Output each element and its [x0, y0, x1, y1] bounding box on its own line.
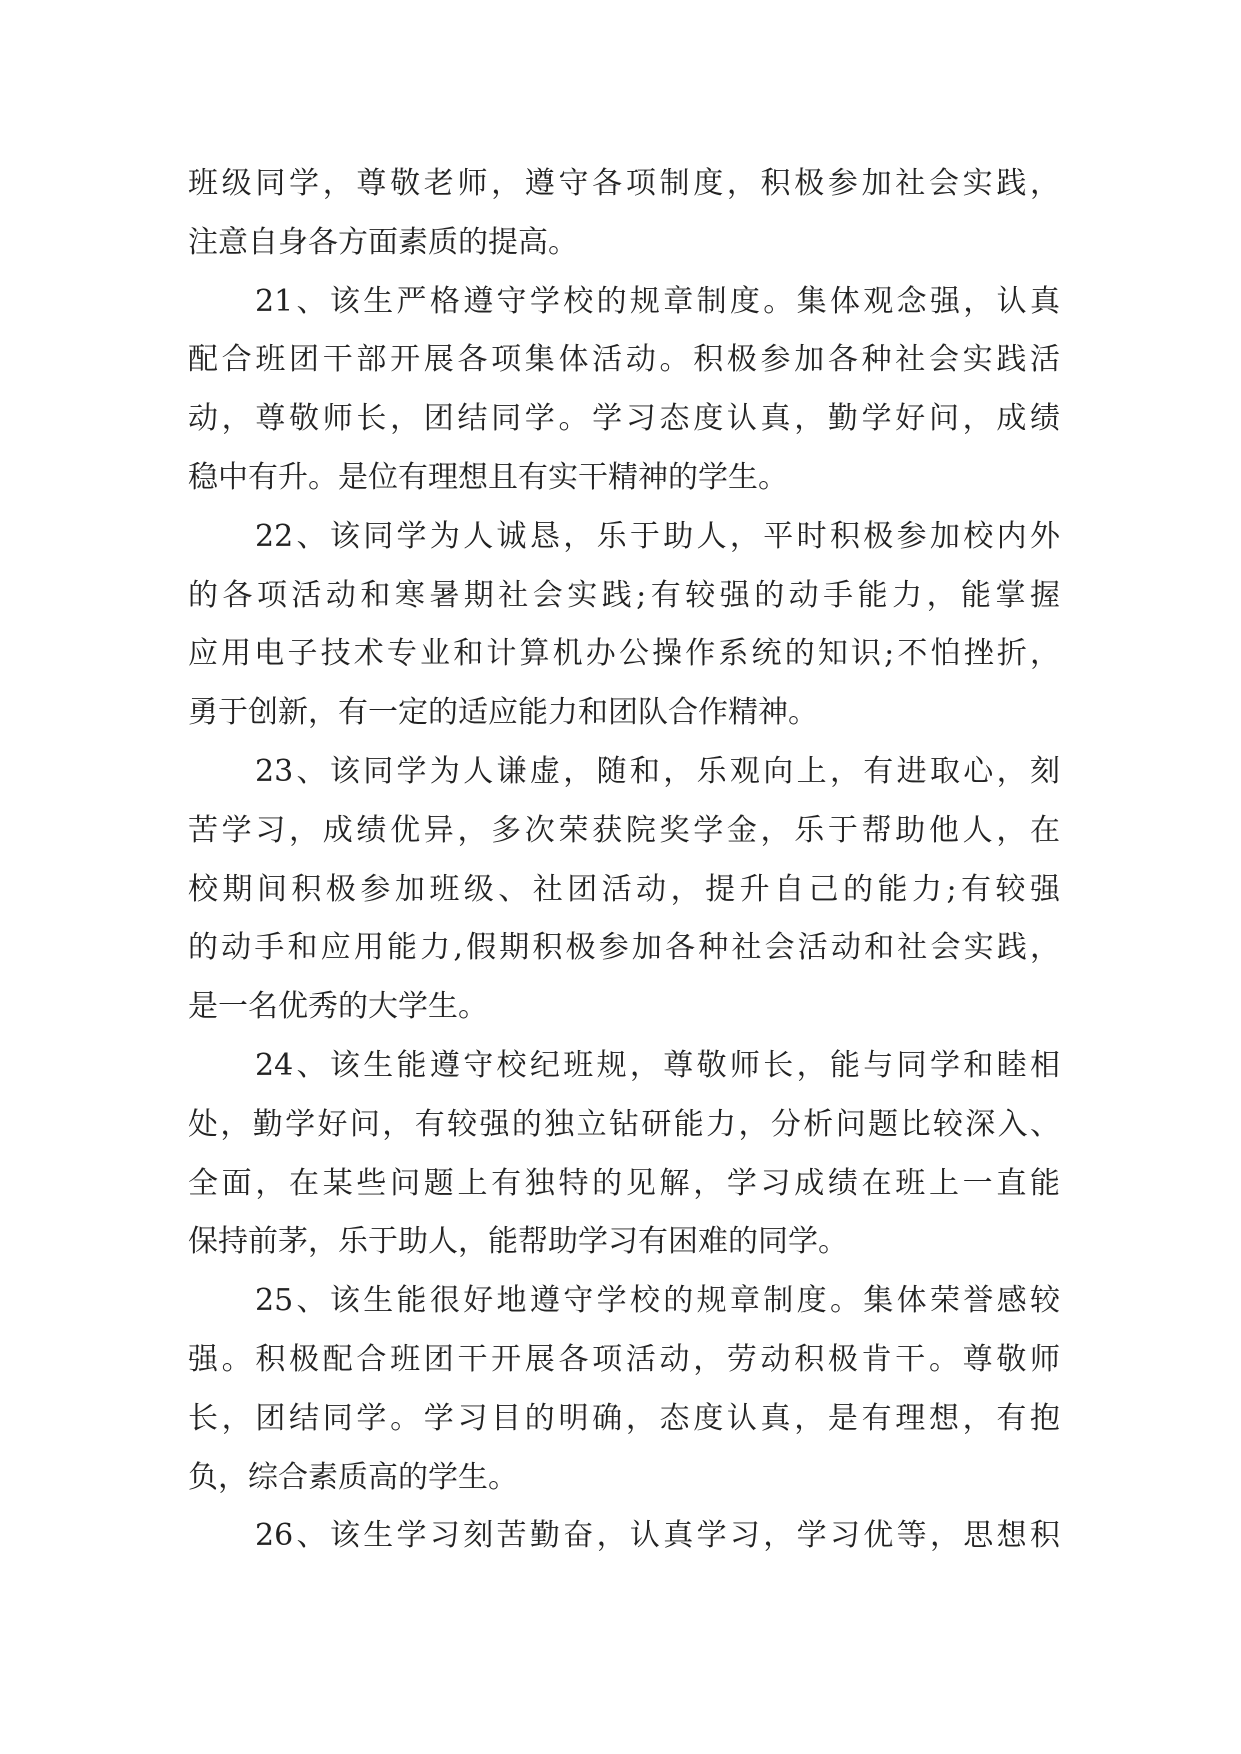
text-line: 23、该同学为人谦虚，随和，乐观向上，有进取心，刻: [255, 753, 1060, 789]
paragraph-21: [188, 273, 1060, 508]
text-line: 的动手和应用能力,假期积极参加各种社会活动和社会实践，: [188, 930, 1060, 966]
text-line: 长，团结同学。学习目的明确，态度认真，是有理想，有抱: [188, 1400, 1060, 1436]
text-line: 21、该生严格遵守学校的规章制度。集体观念强，认真: [255, 283, 1060, 319]
text-line: 26、该生学习刻苦勤奋，认真学习，学习优等，思想积: [255, 1518, 1060, 1554]
paragraph-25: [188, 1272, 1060, 1507]
paragraph-22: [188, 508, 1060, 743]
paragraph-24: [188, 1037, 1060, 1272]
text-line: 班级同学，尊敬老师，遵守各项制度，积极参加社会实践，: [188, 166, 1060, 201]
document-body: [188, 155, 1060, 1566]
text-line: 注意自身各方面素质的提高。: [188, 224, 578, 260]
text-line: 校期间积极参加班级、社团活动，提升自己的能力;有较强: [188, 871, 1060, 907]
text-line: 保持前茅，乐于助人，能帮助学习有困难的同学。: [188, 1224, 848, 1260]
paragraph-continued: [188, 155, 1060, 273]
text-line: 苦学习，成绩优异，多次荣获院奖学金，乐于帮助他人，在: [188, 812, 1060, 848]
text-line: 25、该生能很好地遵守学校的规章制度。集体荣誉感较: [255, 1283, 1060, 1319]
text-line: 的各项活动和寒暑期社会实践;有较强的动手能力，能掌握: [188, 577, 1060, 613]
text-line: 动，尊敬师长，团结同学。学习态度认真，勤学好问，成绩: [188, 401, 1060, 437]
text-line: 是一名优秀的大学生。: [188, 989, 488, 1025]
text-line: 负，综合素质高的学生。: [188, 1459, 518, 1495]
paragraph-26: [188, 1507, 1060, 1566]
text-line: 配合班团干部开展各项集体活动。积极参加各种社会实践活: [188, 342, 1060, 378]
text-line: 24、该生能遵守校纪班规，尊敬师长，能与同学和睦相: [255, 1047, 1060, 1083]
text-line: 22、该同学为人诚恳，乐于助人，平时积极参加校内外: [255, 518, 1060, 554]
text-line: 处，勤学好问，有较强的独立钻研能力，分析问题比较深入、: [188, 1106, 1060, 1142]
text-line: 应用电子技术专业和计算机办公操作系统的知识;不怕挫折，: [188, 636, 1060, 672]
text-line: 强。积极配合班团干开展各项活动，劳动积极肯干。尊敬师: [188, 1341, 1060, 1377]
text-line: 勇于创新，有一定的适应能力和团队合作精神。: [188, 695, 818, 731]
text-line: 全面，在某些问题上有独特的见解，学习成绩在班上一直能: [188, 1165, 1060, 1201]
paragraph-23: [188, 743, 1060, 1037]
text-line: 稳中有升。是位有理想且有实干精神的学生。: [188, 459, 788, 495]
